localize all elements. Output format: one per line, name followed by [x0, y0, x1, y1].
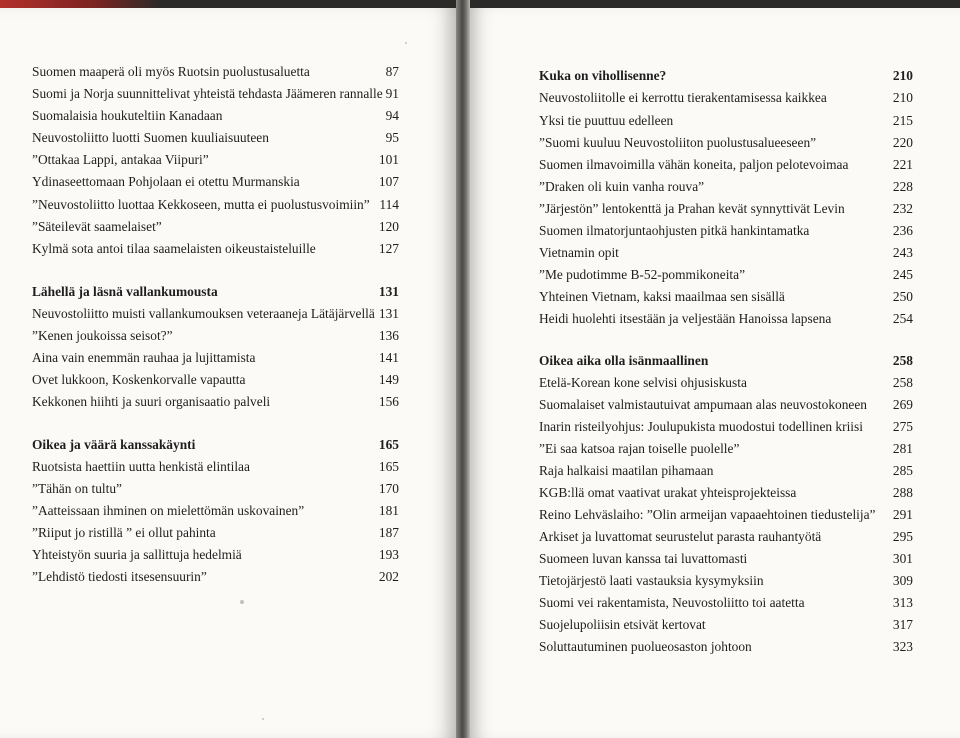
toc-entry [32, 129, 399, 149]
toc-entry-title: Etelä-Korean kone selvisi ohjusiskusta [539, 375, 747, 390]
toc-entry-title: ”Aatteissaan ihminen on mielettömän uskovainen” [32, 503, 305, 518]
toc-page-number: 156 [378, 394, 399, 409]
toc-section-heading [32, 436, 399, 456]
toc-page-number: 221 [892, 157, 913, 172]
toc-entry-title: Vietnamin opit [539, 245, 619, 260]
toc-page-number: 243 [892, 245, 913, 260]
toc-entry [539, 222, 913, 242]
toc-page-number: 210 [892, 90, 913, 105]
toc-page-number: 114 [379, 197, 399, 212]
toc-page-number: 165 [378, 437, 399, 452]
toc-entry [32, 151, 399, 171]
toc-entry [32, 502, 399, 522]
toc-entry [539, 200, 913, 220]
toc-entry-title: Suojelupoliisin etsivät kertovat [539, 617, 706, 632]
toc-entry-title: Kuka on vihollisenne? [539, 68, 667, 83]
toc-entry-title: Raja halkaisi maatilan pihamaan [539, 463, 714, 478]
toc-entry [539, 594, 913, 614]
toc-entry-title: ”Tähän on tultu” [32, 481, 122, 496]
toc-entry-title: Suomen maaperä oli myös Ruotsin puolustusaluetta [32, 64, 310, 79]
toc-entry-title: Ydinaseettomaan Pohjolaan ei otettu Murmanskia [32, 174, 300, 189]
toc-entry-title: Arkiset ja luvattomat seurustelut parasta rauhantyötä [539, 529, 822, 544]
toc-entry-title: ”Riiput jo ristillä ” ei ollut pahinta [32, 525, 216, 540]
toc-entry-title: ”Draken oli kuin vanha rouva” [539, 179, 705, 194]
toc-entry-title: Aina vain enemmän rauhaa ja lujittamista [32, 350, 256, 365]
toc-entry [539, 288, 913, 308]
toc-entry [539, 134, 913, 154]
toc-page-number: 120 [378, 219, 399, 234]
toc-entry-title: Suomalaisia houkuteltiin Kanadaan [32, 108, 223, 123]
toc-page-number: 254 [892, 311, 913, 326]
toc-entry-title: Kekkonen hiihti ja suuri organisaatio palveli [32, 394, 271, 409]
toc-entry [32, 240, 399, 260]
toc-entry-title: ”Suomi kuuluu Neuvostoliiton puolustusalueeseen” [539, 135, 817, 150]
toc-page-number: 127 [378, 241, 399, 256]
toc-page-number: 232 [892, 201, 913, 216]
toc-page-number: 210 [892, 68, 913, 83]
toc-entry [32, 218, 399, 238]
toc-entry [539, 638, 913, 658]
toc-entry-title: Neuvostoliitto luotti Suomen kuuliaisuuteen [32, 130, 269, 145]
toc-entry [539, 374, 913, 394]
toc-page-number: 250 [892, 289, 913, 304]
toc-entry-title: ”Ottakaa Lappi, antakaa Viipuri” [32, 152, 209, 167]
toc-page-number: 288 [892, 485, 913, 500]
toc-entry-title: KGB:llä omat vaativat urakat yhteisprojekteissa [539, 485, 797, 500]
toc-entry [32, 349, 399, 369]
book-spine [456, 0, 470, 738]
toc-entry-title: Suomen ilmavoimilla vähän koneita, paljon pelotevoimaa [539, 157, 849, 172]
toc-page-number: 245 [892, 267, 913, 282]
toc-entry-title: Oikea aika olla isänmaallinen [539, 353, 709, 368]
toc-entry-title: Yhteistyön suuria ja sallittuja hedelmiä [32, 547, 242, 562]
paper-speck [240, 600, 244, 604]
book-cover-edge [0, 0, 960, 8]
toc-page-number: 215 [892, 113, 913, 128]
toc-entry [539, 506, 913, 526]
toc-page-number: 228 [892, 179, 913, 194]
toc-entry-title: ”Järjestön” lentokenttä ja Prahan kevät synnyttivät Levin [539, 201, 845, 216]
cover-color-band [0, 0, 160, 8]
toc-entry-title: ”Säteilevät saamelaiset” [32, 219, 162, 234]
toc-page-number: 170 [378, 481, 399, 496]
toc-page-number: 94 [385, 108, 399, 123]
toc-entry [539, 572, 913, 592]
toc-entry [32, 196, 399, 216]
toc-entry [32, 371, 399, 391]
toc-entry-title: Oikea ja väärä kanssakäynti [32, 437, 196, 452]
toc-entry-title: ”Neuvostoliitto luottaa Kekkoseen, mutta ei puolustusvoimiin” [32, 197, 370, 212]
toc-page-number: 95 [385, 130, 399, 145]
toc-entry-title: Yksi tie puuttuu edelleen [539, 113, 674, 128]
toc-entry [32, 458, 399, 478]
toc-page-number: 187 [378, 525, 399, 540]
toc-page-number: 193 [378, 547, 399, 562]
toc-entry [539, 266, 913, 286]
toc-page-number: 91 [385, 86, 399, 101]
toc-page-number: 313 [892, 595, 913, 610]
toc-entry-title: ”Me pudotimme B-52-pommikoneita” [539, 267, 746, 282]
toc-entry-title: Suomen ilmatorjuntaohjusten pitkä hankintamatka [539, 223, 810, 238]
toc-entry [32, 524, 399, 544]
toc-entry [32, 327, 399, 347]
toc-entry [539, 528, 913, 548]
toc-entry-title: ”Ei saa katsoa rajan toiselle puolelle” [539, 441, 740, 456]
toc-entry-title: Neuvostoliitolle ei kerrottu tierakentamisessa kaikkea [539, 90, 827, 105]
toc-entry [539, 550, 913, 570]
toc-page-number: 101 [378, 152, 399, 167]
toc-entry-title: Suomalaiset valmistautuivat ampumaan alas neuvostokoneen [539, 397, 867, 412]
toc-page-number: 291 [892, 507, 913, 522]
toc-page-number: 165 [378, 459, 399, 474]
toc-entry-title: Ruotsista haettiin uutta henkistä elintilaa [32, 459, 250, 474]
toc-page-number: 309 [892, 573, 913, 588]
toc-page-number: 107 [378, 174, 399, 189]
toc-entry [539, 178, 913, 198]
toc-entry-title: Tietojärjestö laati vastauksia kysymyksiin [539, 573, 764, 588]
toc-entry [539, 310, 913, 330]
toc-page-number: 131 [378, 306, 399, 321]
toc-page-number: 136 [378, 328, 399, 343]
toc-entry-title: Yhteinen Vietnam, kaksi maailmaa sen sisällä [539, 289, 785, 304]
toc-page-number: 131 [378, 284, 399, 299]
toc-entry-title: Suomi vei rakentamista, Neuvostoliitto toi aatetta [539, 595, 805, 610]
toc-section-heading [539, 352, 913, 372]
toc-entry [32, 107, 399, 127]
toc-entry-title: Neuvostoliitto muisti vallankumouksen veteraaneja Lätäjärvellä [32, 306, 375, 321]
toc-entry [32, 393, 399, 413]
toc-entry-title: ”Kenen joukoissa seisot?” [32, 328, 173, 343]
toc-section-heading [539, 67, 913, 87]
toc-page-number: 181 [378, 503, 399, 518]
toc-entry [539, 462, 913, 482]
toc-entry [539, 156, 913, 176]
toc-page-number: 275 [892, 419, 913, 434]
toc-page-number: 295 [892, 529, 913, 544]
toc-entry-title: Kylmä sota antoi tilaa saamelaisten oikeustaisteluille [32, 241, 316, 256]
toc-entry [32, 305, 399, 325]
toc-entry [539, 112, 913, 132]
toc-entry-title: Soluttautuminen puolueosaston johtoon [539, 639, 752, 654]
toc-page-number: 258 [892, 353, 913, 368]
toc-page-number: 323 [892, 639, 913, 654]
toc-entry [32, 85, 399, 105]
toc-entry [32, 546, 399, 566]
toc-entry-title: Heidi huolehti itsestään ja veljestään Hanoissa lapsena [539, 311, 832, 326]
toc-entry-title: ”Lehdistö tiedosti itsesensuurin” [32, 569, 207, 584]
toc-page-number: 149 [378, 372, 399, 387]
toc-page-number: 202 [378, 569, 399, 584]
toc-entry-title: Lähellä ja läsnä vallankumousta [32, 284, 218, 299]
toc-entry-title: Suomeen luvan kanssa tai luvattomasti [539, 551, 748, 566]
toc-entry [32, 63, 399, 83]
toc-entry [539, 484, 913, 504]
toc-page-number: 141 [378, 350, 399, 365]
toc-entry [539, 616, 913, 636]
toc-entry-title: Suomi ja Norja suunnittelivat yhteistä tehdasta Jäämeren rannalle [32, 86, 383, 101]
paper-speck [262, 718, 264, 720]
toc-entry [32, 480, 399, 500]
toc-page-number: 269 [892, 397, 913, 412]
toc-page-number: 258 [892, 375, 913, 390]
toc-page-number: 317 [892, 617, 913, 632]
toc-page-number: 285 [892, 463, 913, 478]
toc-entry [539, 244, 913, 264]
toc-page-number: 301 [892, 551, 913, 566]
toc-entry [539, 418, 913, 438]
toc-entry [539, 89, 913, 109]
toc-entry [539, 440, 913, 460]
toc-entry [539, 396, 913, 416]
toc-page-number: 220 [892, 135, 913, 150]
toc-page-number: 87 [385, 64, 399, 79]
toc-entry [32, 173, 399, 193]
toc-entry-title: Inarin risteilyohjus: Joulupukista muodostui todellinen kriisi [539, 419, 863, 434]
toc-entry-title: Reino Lehväslaiho: ”Olin armeijan vapaaehtoinen tiedustelija” [539, 507, 876, 522]
toc-page-number: 236 [892, 223, 913, 238]
paper-speck [405, 42, 407, 44]
toc-page-number: 281 [892, 441, 913, 456]
toc-section-heading [32, 283, 399, 303]
toc-entry [32, 568, 399, 588]
toc-entry-title: Ovet lukkoon, Koskenkorvalle vapautta [32, 372, 246, 387]
